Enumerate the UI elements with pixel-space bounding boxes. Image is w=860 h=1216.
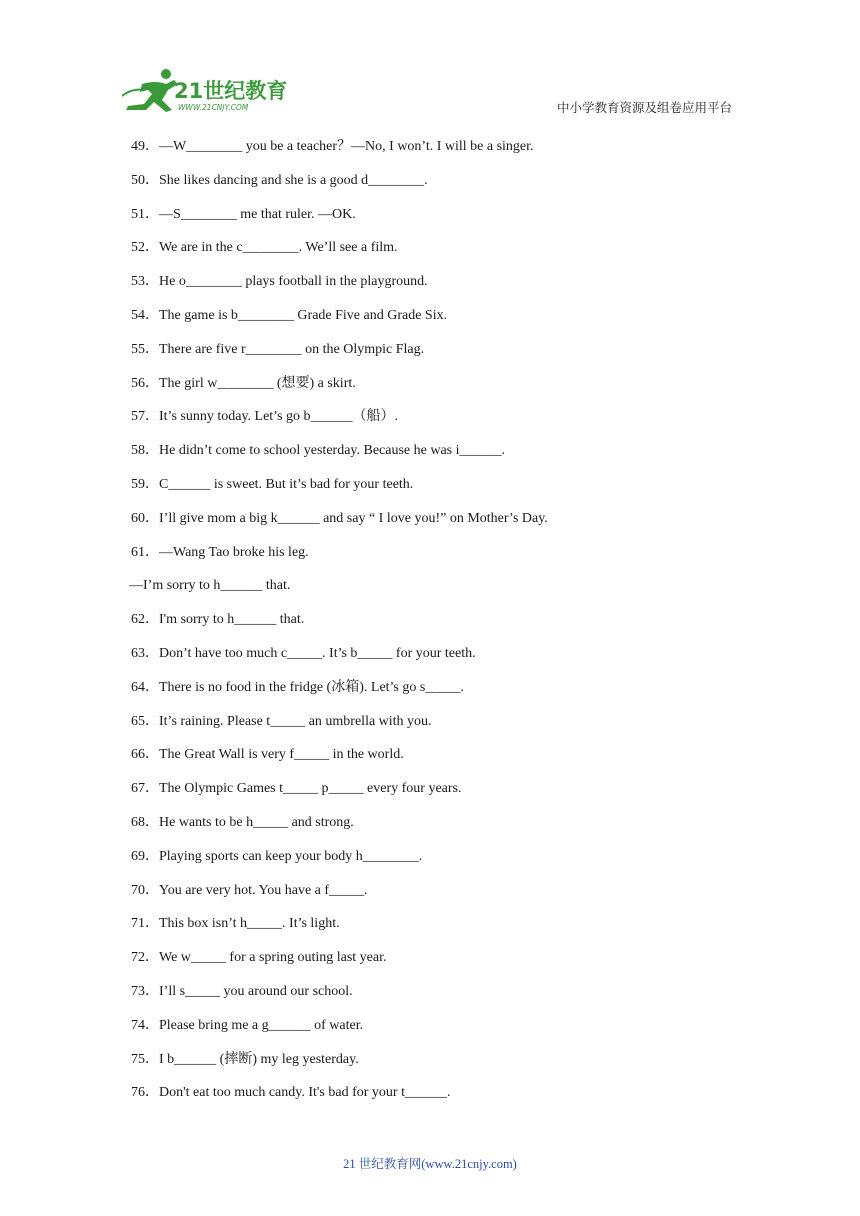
- question-55: 55．There are five r________ on the Olympic Flag.: [131, 341, 425, 357]
- question-76: 76．Don't eat too much candy. It's bad for your t______.: [131, 1085, 451, 1101]
- question-63: 63．Don’t have too much c_____. It’s b_____ for your teeth.: [131, 645, 476, 661]
- question-66: 66．The Great Wall is very f_____ in the world.: [131, 747, 404, 763]
- question-68: 68．He wants to be h_____ and strong.: [131, 814, 354, 830]
- question-60: 60．I’ll give mom a big k______ and say “ I love you!” on Mother’s Day.: [131, 510, 548, 526]
- question-53: 53．He o________ plays football in the playground.: [131, 274, 428, 290]
- question-69: 69．Playing sports can keep your body h________.: [131, 848, 423, 864]
- page-header: [122, 66, 732, 118]
- question-61-response: —I’m sorry to h______ that.: [129, 578, 291, 594]
- question-57: 57．It’s sunny today. Let’s go b______（船）.: [131, 409, 399, 425]
- question-73: 73．I’ll s_____ you around our school.: [131, 983, 353, 999]
- page-footer: 21 世纪教育网(www.21cnjy.com): [343, 1157, 517, 1171]
- question-70: 70．You are very hot. You have a f_____.: [131, 882, 368, 898]
- platform-label: 中小学教育资源及组卷应用平台: [556, 100, 732, 115]
- question-75: 75．I b______ (摔断) my leg yesterday.: [131, 1051, 359, 1067]
- question-56: 56．The girl w________ (想要) a skirt.: [131, 375, 356, 391]
- question-71: 71．This box isn’t h_____. It’s light.: [131, 916, 340, 932]
- question-49: 49．—W________ you be a teacher？—No, I won’t. I will be a singer.: [131, 139, 534, 154]
- svg-text:WWW.21CNJY.COM: WWW.21CNJY.COM: [178, 103, 249, 112]
- question-65: 65．It’s raining. Please t_____ an umbrella with you.: [131, 713, 432, 729]
- question-50: 50．She likes dancing and she is a good d________.: [131, 172, 428, 188]
- question-72: 72．We w_____ for a spring outing last year.: [131, 950, 387, 966]
- question-64: 64．There is no food in the fridge (冰箱). Let’s go s_____.: [131, 679, 464, 695]
- question-62: 62．I'm sorry to h______ that.: [131, 612, 305, 628]
- svg-text:21世纪教育: 21世纪教育: [174, 79, 288, 103]
- question-58: 58．He didn’t come to school yesterday. Because he was i______.: [131, 443, 506, 459]
- question-61: 61．—Wang Tao broke his leg.: [131, 544, 309, 560]
- logo-icon: [122, 66, 292, 116]
- question-51: 51．—S________ me that ruler. —OK.: [131, 206, 356, 222]
- question-list: [131, 137, 751, 1117]
- question-67: 67．The Olympic Games t_____ p_____ every four years.: [131, 781, 462, 797]
- question-59: 59．C______ is sweet. But it’s bad for your teeth.: [131, 476, 414, 492]
- question-54: 54．The game is b________ Grade Five and Grade Six.: [131, 307, 448, 323]
- question-52: 52．We are in the c________. We’ll see a film.: [131, 240, 398, 256]
- question-74: 74．Please bring me a g______ of water.: [131, 1017, 364, 1033]
